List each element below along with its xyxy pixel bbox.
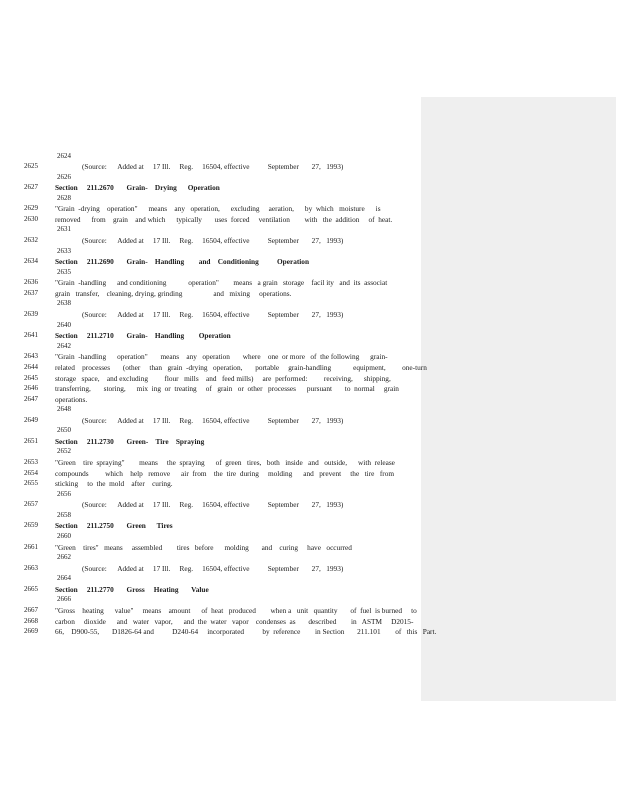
line-number: 2663 <box>24 564 38 572</box>
sub-line-number: 2624 <box>57 152 71 160</box>
line-number: 2634 <box>24 257 38 265</box>
definition-text: carbon dioxide and water vapor, and the water vapor condenses as described in ASTM D2015- <box>55 617 414 626</box>
sub-line-number: 2656 <box>57 490 71 498</box>
line-number: 2653 <box>24 458 38 466</box>
source-note: (Source: Added at 17 Ill. Reg. 16504, effective September 27, 1993) <box>82 416 344 425</box>
line-number: 2654 <box>24 469 38 477</box>
section-heading: Section 211.2710 Grain- Handling Operation <box>55 331 231 340</box>
line-number: 2630 <box>24 215 38 223</box>
line-number: 2649 <box>24 416 38 424</box>
section-heading: Section 211.2750 Green Tires <box>55 521 173 530</box>
line-number: 2655 <box>24 479 38 487</box>
definition-text: related processes (other than grain -drying operation, portable grain-handling equipment, one-turn <box>55 363 427 372</box>
source-note: (Source: Added at 17 Ill. Reg. 16504, effective September 27, 1993) <box>82 500 344 509</box>
line-number: 2667 <box>24 606 38 614</box>
sub-line-number: 2650 <box>57 426 71 434</box>
sub-line-number: 2628 <box>57 194 71 202</box>
line-number: 2668 <box>24 617 38 625</box>
sub-line-number: 2642 <box>57 342 71 350</box>
sub-line-number: 2633 <box>57 247 71 255</box>
line-number: 2643 <box>24 352 38 360</box>
source-note: (Source: Added at 17 Ill. Reg. 16504, effective September 27, 1993) <box>82 236 344 245</box>
line-number: 2637 <box>24 289 38 297</box>
definition-text: sticking to the mold after curing. <box>55 479 173 488</box>
line-number: 2644 <box>24 363 38 371</box>
line-number: 2646 <box>24 384 38 392</box>
section-heading: Section 211.2670 Grain- Drying Operation <box>55 183 220 192</box>
section-heading: Section 211.2690 Grain- Handling and Conditioning Operation <box>55 257 310 266</box>
sub-line-number: 2660 <box>57 532 71 540</box>
definition-text: storage space, and excluding flour mills and feed mills) are performed: receiving, shipping, <box>55 374 391 383</box>
definition-text: "Grain -handling operation" means any operation where one or more of the following grain- <box>55 352 388 361</box>
line-number: 2657 <box>24 500 38 508</box>
source-note: (Source: Added at 17 Ill. Reg. 16504, effective September 27, 1993) <box>82 564 344 573</box>
definition-text: operations. <box>55 395 88 404</box>
definition-text: transferring, storing, mix ing or treating of grain or other processes pursuant to normal grain <box>55 384 399 393</box>
sub-line-number: 2664 <box>57 574 71 582</box>
definition-text: "Green tire spraying" means the spraying of green tires, both inside and outside, with release <box>55 458 395 467</box>
sub-line-number: 2662 <box>57 553 71 561</box>
section-heading: Section 211.2770 Gross Heating Value <box>55 585 209 594</box>
section-heading: Section 211.2730 Green- Tire Spraying <box>55 437 205 446</box>
sub-line-number: 2640 <box>57 321 71 329</box>
line-number: 2651 <box>24 437 38 445</box>
line-number: 2665 <box>24 585 38 593</box>
line-number: 2661 <box>24 543 38 551</box>
definition-text: "Gross heating value" means amount of heat produced when a unit quantity of fuel is burned to <box>55 606 417 615</box>
definition-text: "Grain -handling and conditioning operation" means a grain storage facil ity and its associat <box>55 278 388 287</box>
line-number: 2625 <box>24 162 38 170</box>
source-note: (Source: Added at 17 Ill. Reg. 16504, effective September 27, 1993) <box>82 162 344 171</box>
line-number: 2659 <box>24 521 38 529</box>
line-number: 2647 <box>24 395 38 403</box>
sub-line-number: 2638 <box>57 299 71 307</box>
sub-line-number: 2626 <box>57 173 71 181</box>
line-number: 2636 <box>24 278 38 286</box>
definition-text: "Grain -drying operation" means any operation, excluding aeration, by which moisture is <box>55 204 381 213</box>
definition-text: 66, D900-55, D1826-64 and D240-64 incorporated by reference in Section 211.101 of this Part. <box>55 627 437 636</box>
sub-line-number: 2635 <box>57 268 71 276</box>
sub-line-number: 2658 <box>57 511 71 519</box>
line-number: 2639 <box>24 310 38 318</box>
line-number: 2641 <box>24 331 38 339</box>
definition-text: grain transfer, cleaning, drying, grinding and mixing operations. <box>55 289 292 298</box>
line-number: 2669 <box>24 627 38 635</box>
definition-text: compounds which help remove air from the tire during molding and prevent the tire from <box>55 469 395 478</box>
sub-line-number: 2648 <box>57 405 71 413</box>
sub-line-number: 2652 <box>57 447 71 455</box>
definition-text: removed from grain and which typically uses forced ventilation with the addition of heat. <box>55 215 393 224</box>
source-note: (Source: Added at 17 Ill. Reg. 16504, effective September 27, 1993) <box>82 310 344 319</box>
line-number: 2632 <box>24 236 38 244</box>
line-number: 2645 <box>24 374 38 382</box>
line-number: 2627 <box>24 183 38 191</box>
sub-line-number: 2666 <box>57 595 71 603</box>
sub-line-number: 2631 <box>57 225 71 233</box>
line-number: 2629 <box>24 204 38 212</box>
comment-sidebar <box>421 97 616 701</box>
definition-text: "Green tires" means assembled tires before molding and curing have occurred <box>55 543 352 552</box>
